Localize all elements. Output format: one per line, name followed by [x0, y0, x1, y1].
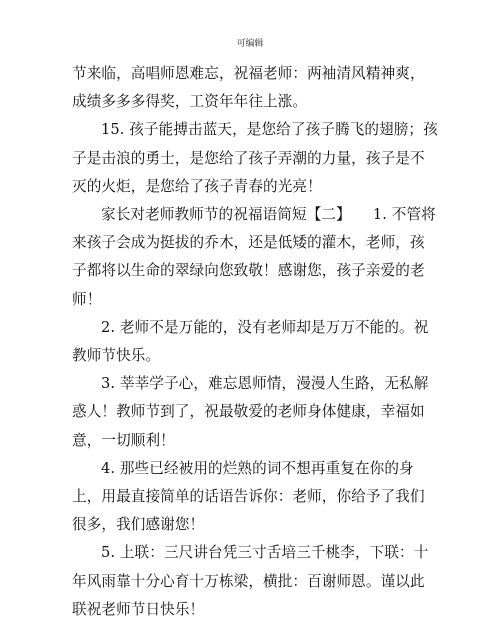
paragraph-item-2: 2. 老师不是万能的，没有老师却是万万不能的。祝教师节快乐。: [72, 318, 429, 365]
page-header: 可编辑: [236, 39, 264, 49]
paragraph-item-4: 4. 那些已经被用的烂熟的词不想再重复在你的身上，用最直接简单的话语告诉你：老师，你给予了我们很多，我们感谢您！: [72, 459, 425, 534]
paragraph-item-3: 3. 莘莘学子心，难忘恩师情，漫漫人生路，无私解惑人！教师节到了，祝最敬爱的老师身体健康，幸福如意，一切顺利！: [72, 375, 429, 449]
paragraph-item-15: 15. 孩子能搏击蓝天，是您给了孩子腾飞的翅膀；孩子是击浪的勇士，是您给了孩子弄潮的力量，孩子是不灭的火炬，是您给了孩子青春的光亮！: [72, 121, 438, 195]
paragraph-item-5: 5. 上联：三尺讲台凭三寸舌培三千桃李，下联：十年风雨靠十分心育十万栋梁，横批：百谢师恩。谨以此联祝老师节日快乐！: [72, 544, 429, 618]
paragraph-section-two: 家长对老师教师节的祝福语简短【二】 1. 不管将来孩子会成为挺拔的乔木，还是低矮的灌木，老师，孩子都将以生命的翠绿向您致敬！感谢您，孩子亲爱的老师！: [72, 206, 436, 308]
document-body: [72, 60, 438, 624]
paragraph-intro: 节来临，高唱师恩难忘，祝福老师：两袖清风精神爽，成绩多多多得奖，工资年年往上涨。: [72, 65, 425, 111]
